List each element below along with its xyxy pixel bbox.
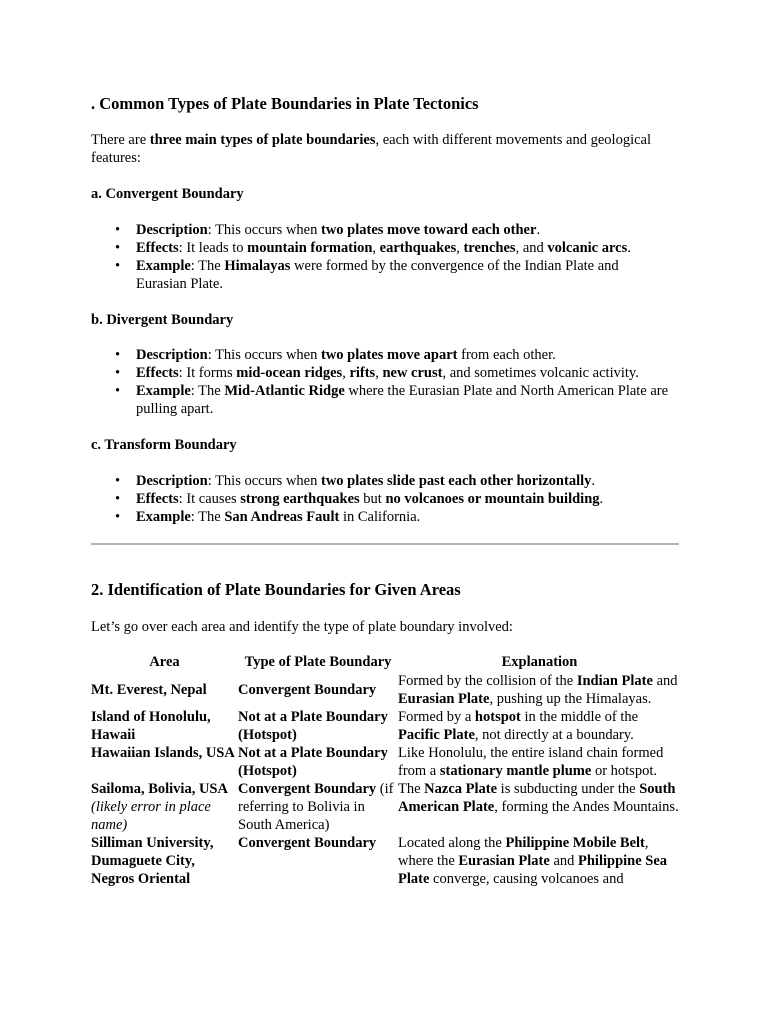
text-run: from each other. [457,347,556,363]
text-run: converge, causing volcanoes and [429,871,624,887]
list-item [109,221,669,239]
cell-area [91,744,238,780]
text-run: and [549,853,579,869]
header-explanation: Explanation [501,654,578,670]
text-run: Formed by a [398,709,475,725]
cell-explanation [398,780,681,834]
table-body [91,672,681,888]
text-run: : The [190,258,225,274]
text-run: Sailoma, Bolivia, USA [91,781,228,797]
text-run: Effects [136,491,179,507]
text-run: Indian Plate [576,673,653,689]
text-run: , each with different movements and geological features: [91,132,652,166]
divergent-heading: b. Divergent Boundary [91,312,234,328]
cell-type [238,672,398,708]
text-run: but [359,491,386,507]
text-run: Not at a Plate Boundary (Hotspot) [238,745,388,779]
cell-area [91,834,238,888]
table-row [91,672,681,708]
text-run: , forming the Andes Mountains. [494,799,679,815]
text-run: trenches [463,240,516,256]
text-run: . [591,473,595,489]
text-run: Convergent Boundary [238,781,377,797]
header-area: Area [149,654,180,670]
text-run: : It leads to [178,240,248,256]
text-run: Formed by the collision of the [398,673,577,689]
list-item [109,364,669,382]
text-run: were formed by the convergence of the Indian Plate and Eurasian Plate. [136,258,619,292]
section2-intro: Let’s go over each area and identify the type of plate boundary involved: [91,619,513,635]
text-run: volcanic arcs [547,240,628,256]
text-run: , where the [398,835,649,869]
text-run: , [375,365,383,381]
boundaries-table [91,653,681,888]
text-run: is subducting under the [497,781,640,797]
text-run: three main types of plate boundaries [149,132,376,148]
list-item [109,490,669,508]
text-run: . [627,240,631,256]
section1-intro [91,131,681,167]
cell-explanation [398,744,681,780]
text-run: mountain formation [247,240,373,256]
text-run: : The [190,383,225,399]
text-run: Hawaiian Islands, USA [91,745,235,761]
text-run: Example [136,509,191,525]
cell-area [91,780,238,834]
text-run: Philippine Mobile Belt [505,835,645,851]
text-run: , and [515,240,548,256]
text-run: : It forms [178,365,237,381]
cell-area [91,708,238,744]
list-item [109,382,669,418]
text-run: Effects [136,365,179,381]
convergent-heading: a. Convergent Boundary [91,186,244,202]
text-run: Description [136,347,208,363]
text-run: hotspot [474,709,521,725]
text-run: Island of Honolulu, Hawaii [91,709,211,743]
text-run: where the Eurasian Plate and North American Plate are pulling apart. [136,383,669,417]
text-run: two plates move toward each other [320,222,537,238]
cell-explanation [398,834,681,888]
text-run: Description [136,222,208,238]
text-run: : This occurs when [207,347,321,363]
text-run: Description [136,473,208,489]
text-run: strong earthquakes [240,491,360,507]
text-run: , [342,365,350,381]
text-run: , not directly at a boundary. [474,727,634,743]
text-run: Convergent Boundary [238,835,377,851]
header-type: Type of Plate Boundary [244,654,392,670]
text-run: , and sometimes volcanic activity. [442,365,639,381]
section1-title: . Common Types of Plate Boundaries in Plate Tectonics [91,94,479,113]
text-run: and [652,673,678,689]
text-run: earthquakes [379,240,457,256]
table-row [91,744,681,780]
text-run: Philippine Sea Plate [398,853,668,887]
text-run: new crust [382,365,443,381]
cell-type [238,780,398,834]
horizontal-divider [91,543,679,545]
list-item [109,257,669,293]
text-run: or hotspot. [591,763,657,779]
text-run: Not at a Plate Boundary (Hotspot) [238,709,388,743]
text-run: no volcanoes or mountain building [385,491,600,507]
transform-heading: c. Transform Boundary [91,437,237,453]
list-item [109,346,669,364]
text-run: Effects [136,240,179,256]
cell-explanation [398,672,681,708]
text-run: Example [136,383,191,399]
text-run: There are [91,132,150,148]
text-run: in California. [339,509,421,525]
text-run: : This occurs when [207,473,321,489]
text-run: rifts [349,365,376,381]
text-run: South American Plate [398,781,676,815]
text-run: Convergent Boundary [238,682,377,698]
transform-list [109,472,669,526]
text-run: : The [190,509,225,525]
text-run: Pacific Plate [398,727,475,743]
cell-type [238,834,398,888]
table-row [91,708,681,744]
text-run: . [536,222,541,238]
text-run: : It causes [178,491,241,507]
cell-explanation [398,708,681,744]
text-run: , pushing up the Himalayas. [489,691,652,707]
text-run: (if referring to Bolivia in South America) [238,781,394,833]
list-item [109,508,669,526]
convergent-list [109,221,669,293]
text-run: . [599,491,604,507]
table-row [91,780,681,834]
text-run: mid-ocean ridges [236,365,343,381]
text-run: Example [136,258,191,274]
text-run: The [398,781,425,797]
cell-area [91,672,238,708]
list-item [109,472,669,490]
text-run: Nazca Plate [424,781,498,797]
text-run: Like Honolulu, the entire island chain formed from a [398,745,664,779]
text-run: Located along the [398,835,506,851]
table-row [91,834,681,888]
text-run: in the middle of the [520,709,639,725]
text-run: San Andreas Fault [224,509,340,525]
text-run: Himalayas [224,258,291,274]
text-run: two plates move apart [320,347,458,363]
section2-title: 2. Identification of Plate Boundaries for Given Areas [91,580,461,599]
cell-type [238,744,398,780]
divergent-list [109,346,669,418]
text-run: stationary mantle plume [439,763,592,779]
text-run: two plates slide past each other horizontally [320,473,592,489]
text-run: Silliman University, Dumaguete City, Negros Oriental [91,835,214,887]
text-run: Eurasian Plate [398,691,490,707]
text-run: , [456,240,464,256]
cell-type [238,708,398,744]
list-item [109,239,669,257]
text-run: , [372,240,380,256]
text-run: Mid-Atlantic Ridge [224,383,345,399]
text-run: : This occurs when [207,222,321,238]
text-run: Mt. Everest, Nepal [91,682,207,698]
text-run: (likely error in place name) [91,799,211,833]
table-header-row [91,653,681,672]
text-run: Eurasian Plate [458,853,550,869]
